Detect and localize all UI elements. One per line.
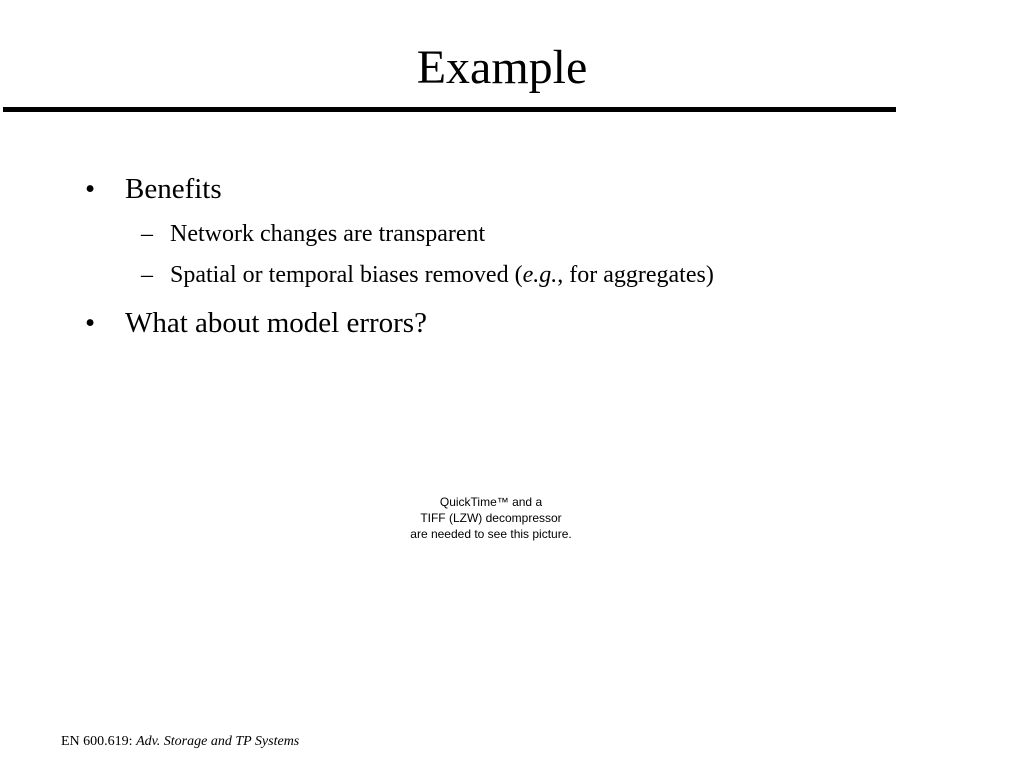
dash-marker: – <box>141 221 153 247</box>
bullet-text: Benefits <box>125 173 222 205</box>
sub-bullet-text-italic: e.g. <box>522 262 558 288</box>
sub-bullet-text: Network changes are transparent <box>170 221 486 247</box>
bullet-item-model-errors <box>85 306 427 340</box>
sub-bullet-text-after: , for aggregates) <box>557 262 714 288</box>
bullet-text: What about model errors? <box>125 307 427 339</box>
placeholder-line: QuickTime™ and a <box>439 495 543 509</box>
bullet-marker: • <box>85 307 96 339</box>
placeholder-line: TIFF (LZW) decompressor <box>420 511 562 525</box>
bullet-marker: • <box>85 173 96 205</box>
footer-course-code: EN 600.619: <box>61 734 133 749</box>
slide-footer <box>61 733 299 751</box>
sub-bullet-text-before: Spatial or temporal biases removed ( <box>170 262 523 288</box>
placeholder-line: are needed to see this picture. <box>410 527 572 541</box>
missing-picture-placeholder <box>331 494 651 542</box>
bullet-item-benefits <box>85 172 222 206</box>
sub-bullet-item-network-changes <box>141 220 486 248</box>
footer-course-title: Adv. Storage and TP Systems <box>136 734 300 749</box>
slide-title: Example <box>416 41 588 94</box>
sub-bullet-item-biases-removed <box>141 261 714 289</box>
dash-marker: – <box>141 262 153 288</box>
